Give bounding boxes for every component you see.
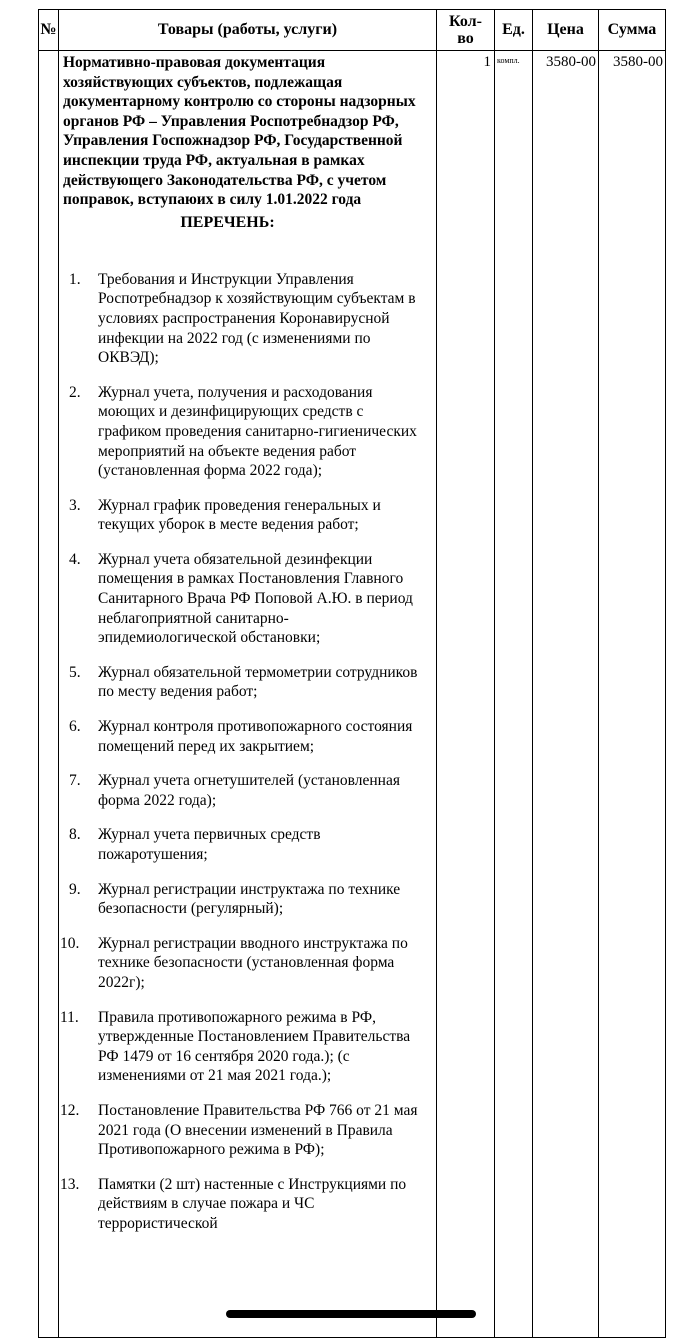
item-title: Нормативно-правовая документация хозяйствующих субъектов, подлежащая документарному контролю со стороны надзорных органов РФ – Управления Роспотребнадзор РФ, Управления Госпожнадзор РФ, Государственной инспекции труда РФ, актуальная в рамках действующего Законодательства РФ, с учетом поправок, вступаюих в силу 1.01.2022 года xyxy=(63,54,416,209)
header-qty xyxy=(437,10,495,51)
list-item xyxy=(63,717,424,756)
header-goods: Товары (работы, услуги) xyxy=(59,10,437,51)
list-item xyxy=(63,825,424,864)
header-qty-line1: Кол- xyxy=(449,13,482,30)
list-item-text: Журнал регистрации инструктажа по технике безопасности (регулярный); xyxy=(98,880,401,918)
list-item xyxy=(63,771,424,810)
list-item-number: 8. xyxy=(69,826,81,844)
list-heading: ПЕРЕЧЕНЬ: xyxy=(180,213,275,231)
list-item xyxy=(63,496,424,535)
list-item-text: Журнал регистрации вводного инструктажа по технике безопасности (установленная форма 2022г); xyxy=(98,934,408,991)
list-item-number: 4. xyxy=(69,550,81,568)
cell-unit: компл. xyxy=(495,51,533,1338)
list-item-text: Журнал обязательной термометрии сотрудников по месту ведения работ; xyxy=(98,663,418,701)
list-item-number: 7. xyxy=(69,772,81,790)
cell-qty: 1 xyxy=(437,51,495,1338)
list-item-text: Журнал учета, получения и расходования моющих и дезинфицирующих средств с графиком проведения санитарно-гигиенических мероприятий на объекте ведения работ (установленная форма 2022 года); xyxy=(98,383,417,480)
header-unit: Ед. xyxy=(495,10,533,51)
list-item-number: 6. xyxy=(69,718,81,736)
list-item xyxy=(60,1101,424,1160)
list-item-text: Постановление Правительства РФ 766 от 21 мая 2021 года (О внесении изменений в Правила Противопожарного режима в РФ); xyxy=(98,1101,418,1159)
list-item xyxy=(63,270,424,368)
table-row xyxy=(39,51,666,1338)
list-item-text: Правила противопожарного режима в РФ, утвержденные Постановлением Правительства РФ 1479 от 16 сентября 2020 года.); (с изменениями от 21 мая 2021 года.); xyxy=(98,1008,411,1085)
cell-description xyxy=(59,51,437,1338)
list-item-text: Журнал контроля противопожарного состояния помещений перед их закрытием; xyxy=(98,718,413,755)
list-item-text: Журнал учета обязательной дезинфекции помещения в рамках Постановления Главного Санитарного Врача РФ Поповой А.Ю. в период неблагоприятной санитарно-эпидемиологической обстановки; xyxy=(98,550,413,647)
list-item-number: 9. xyxy=(69,880,81,898)
document-list xyxy=(60,270,432,1234)
header-price: Цена xyxy=(533,10,599,51)
list-item-number: 1. xyxy=(69,270,81,288)
header-num: № xyxy=(39,10,59,51)
list-item xyxy=(60,1008,424,1086)
table-header-row xyxy=(39,10,666,51)
invoice-table xyxy=(38,9,666,1338)
list-item xyxy=(63,663,424,702)
list-item xyxy=(63,880,424,919)
list-item-number: 3. xyxy=(69,496,81,514)
list-item-text: Журнал график проведения генеральных и текущих уборок в месте ведения работ; xyxy=(98,496,381,534)
list-item-number: 12. xyxy=(60,1101,80,1119)
header-qty-line2: во xyxy=(457,30,474,47)
cell-num xyxy=(39,51,59,1338)
list-item xyxy=(63,383,424,481)
list-item-number: 13. xyxy=(60,1175,80,1193)
list-item-number: 5. xyxy=(69,663,81,681)
list-item-number: 11. xyxy=(60,1008,79,1026)
header-sum: Сумма xyxy=(599,10,666,51)
list-item-number: 10. xyxy=(60,934,80,952)
list-item xyxy=(60,1175,424,1234)
list-item-text: Журнал учета огнетушителей (установленная форма 2022 года); xyxy=(98,772,400,809)
cell-price: 3580-00 xyxy=(533,51,599,1338)
list-item-text: Требования и Инструкции Управления Роспотребнадзор к хозяйствующим субъектам в условиях распространения Коронавирусной инфекции на 2022 год (с изменениями по ОКВЭД); xyxy=(98,270,416,367)
home-indicator[interactable] xyxy=(226,1310,476,1318)
list-item-number: 2. xyxy=(69,383,81,401)
list-item-text: Памятки (2 шт) настенные с Инструкциями по действиям в случае пожара и ЧС террористической xyxy=(98,1175,407,1232)
list-item xyxy=(63,550,424,648)
cell-sum: 3580-00 xyxy=(599,51,666,1338)
list-item xyxy=(60,934,424,993)
list-item-text: Журнал учета первичных средств пожаротушения; xyxy=(98,826,321,863)
